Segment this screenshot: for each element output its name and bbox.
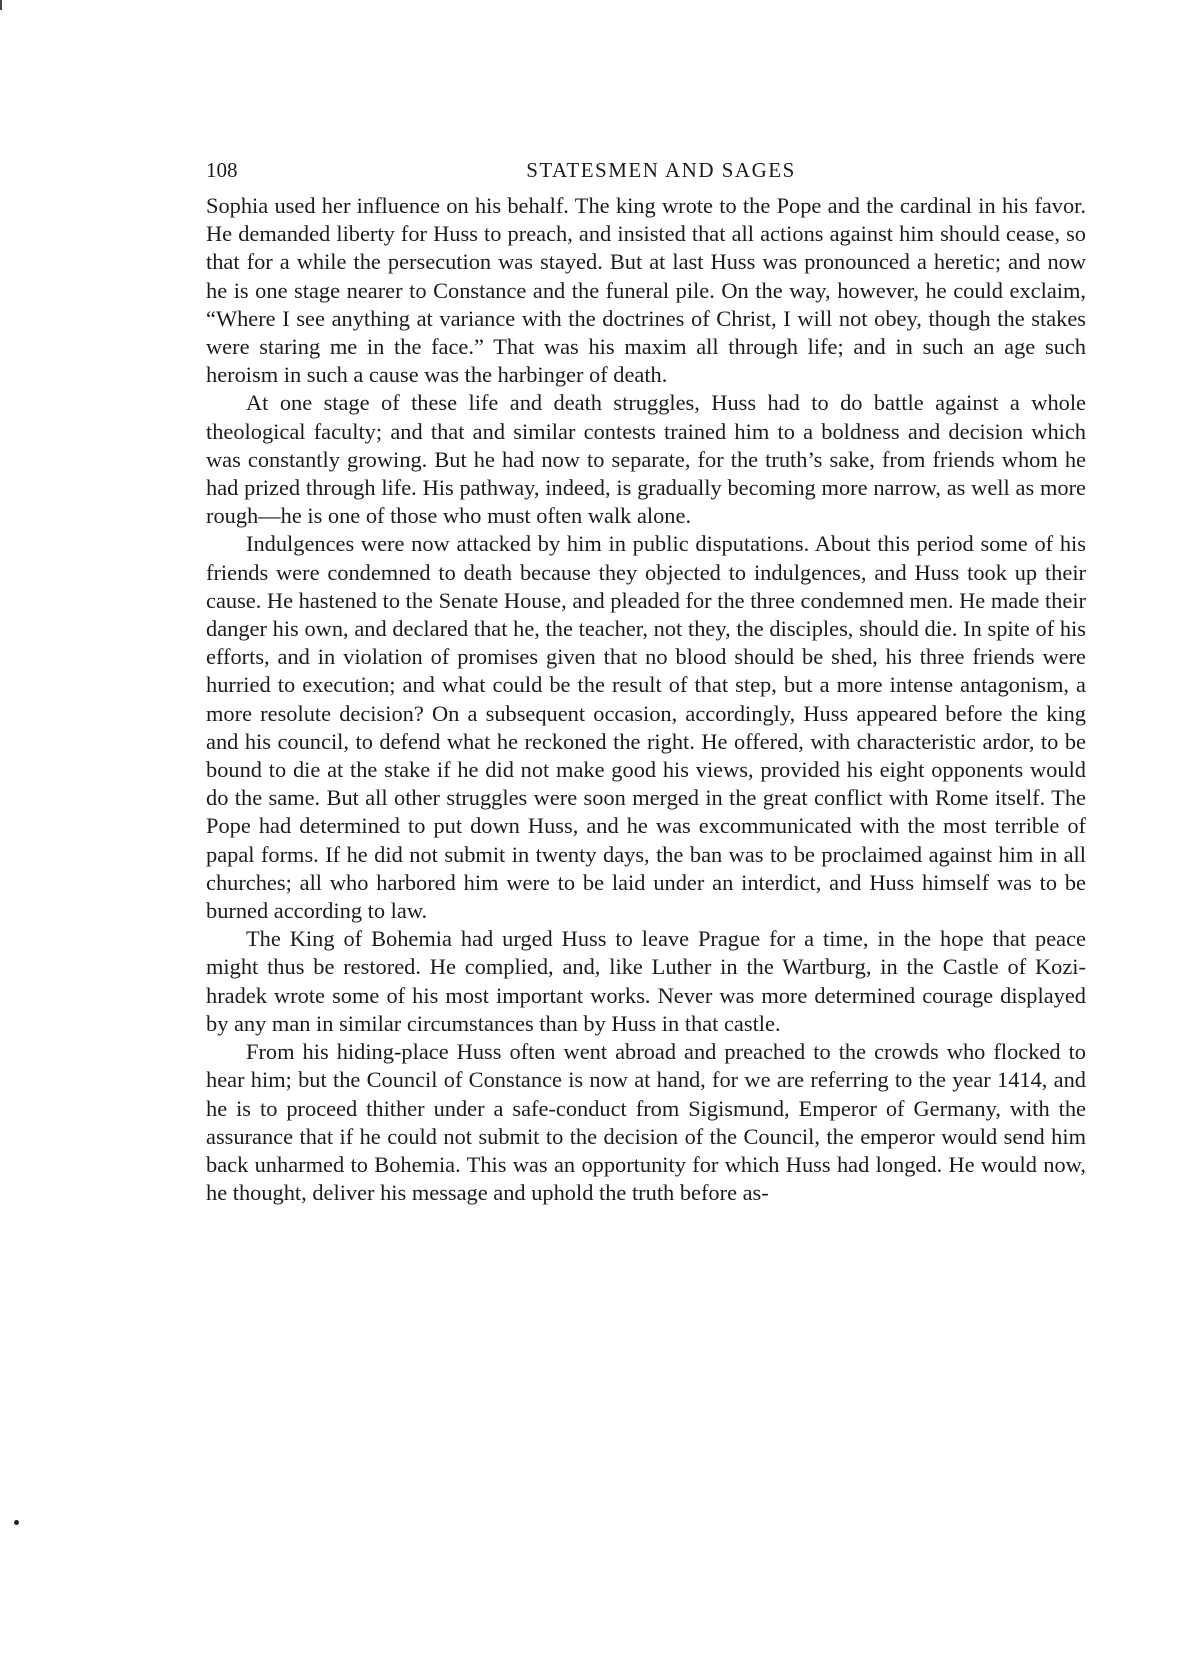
paragraph-1: Sophia used her influence on his behalf. The king wrote to the Pope and the cardinal in his favor. He demanded liberty for Huss to preach, and insisted that all actions against him should cease, so that for a while the persecution was stayed. But at last Huss was pronounced a heretic; and now he is one stage nearer to Constance and the funeral pile. On the way, however, he could exclaim, “Where I see anything at variance with the doctrines of Christ, I will not obey, though the stakes were staring me in the face.” That was his maxim all through life; and in such an age such heroism in such a cause was the harbinger of death. (206, 193, 1086, 388)
scan-edge-mark (0, 0, 2, 10)
book-page (206, 152, 1086, 1207)
paragraph-4: The King of Bohemia had urged Huss to leave Prague for a time, in the hope that peace might thus be restored. He complied, and, like Luther in the Wartburg, in the Castle of Kozi-hradek wrote some of his most important works. Never was more determined courage displayed by any man in similar circumstances than by Huss in that castle. (206, 926, 1086, 1036)
paragraph-2: At one stage of these life and death struggles, Huss had to do battle against a whole theological faculty; and that and similar contests trained him to a boldness and decision which was constantly growing. But he had now to separate, for the truth’s sake, from friends whom he had prized through life. His pathway, indeed, is gradually becoming more narrow, as well as more rough—he is one of those who must often walk alone. (206, 390, 1086, 529)
scan-margin-dot (14, 1520, 19, 1525)
body-text (206, 192, 1086, 1207)
paragraph-5: From his hiding-place Huss often went abroad and preached to the crowds who flocked to hear him; but the Council of Constance is now at hand, for we are referring to the year 1414, and he is to proceed thither under a safe-conduct from Sigismund, Emperor of Germany, with the assurance that if he could not submit to the decision of the Council, the emperor would send him back unharmed to Bohemia. This was an opportunity for which Huss had longed. He would now, he thought, deliver his message and uphold the truth before as- (206, 1039, 1086, 1206)
running-title: STATESMEN AND SAGES (526, 158, 796, 182)
running-head (206, 152, 1086, 188)
paragraph-3: Indulgences were now attacked by him in public disputations. About this period some of his friends were condemned to death because they objected to indulgences, and Huss took up their cause. He hastened to the Senate House, and pleaded for the three condemned men. He made their danger his own, and declared that he, the teacher, not they, the disciples, should die. In spite of his efforts, and in violation of promises given that no blood should be shed, his three friends were hurried to execution; and what could be the result of that step, but a more intense antagonism, a more resolute decision? On a subsequent occasion, accordingly, Huss appeared before the king and his council, to defend what he reckoned the right. He offered, with characteristic ardor, to be bound to die at the stake if he did not make good his views, provided his eight opponents would do the same. But all other struggles were soon merged in the great conflict with Rome itself. The Pope had determined to put down Huss, and he was excommunicated with the most terrible of papal forms. If he did not submit in twenty days, the ban was to be proclaimed against him in all churches; all who harbored him were to be laid under an interdict, and Huss himself was to be burned according to law. (206, 531, 1086, 924)
page-number: 108 (206, 158, 238, 182)
